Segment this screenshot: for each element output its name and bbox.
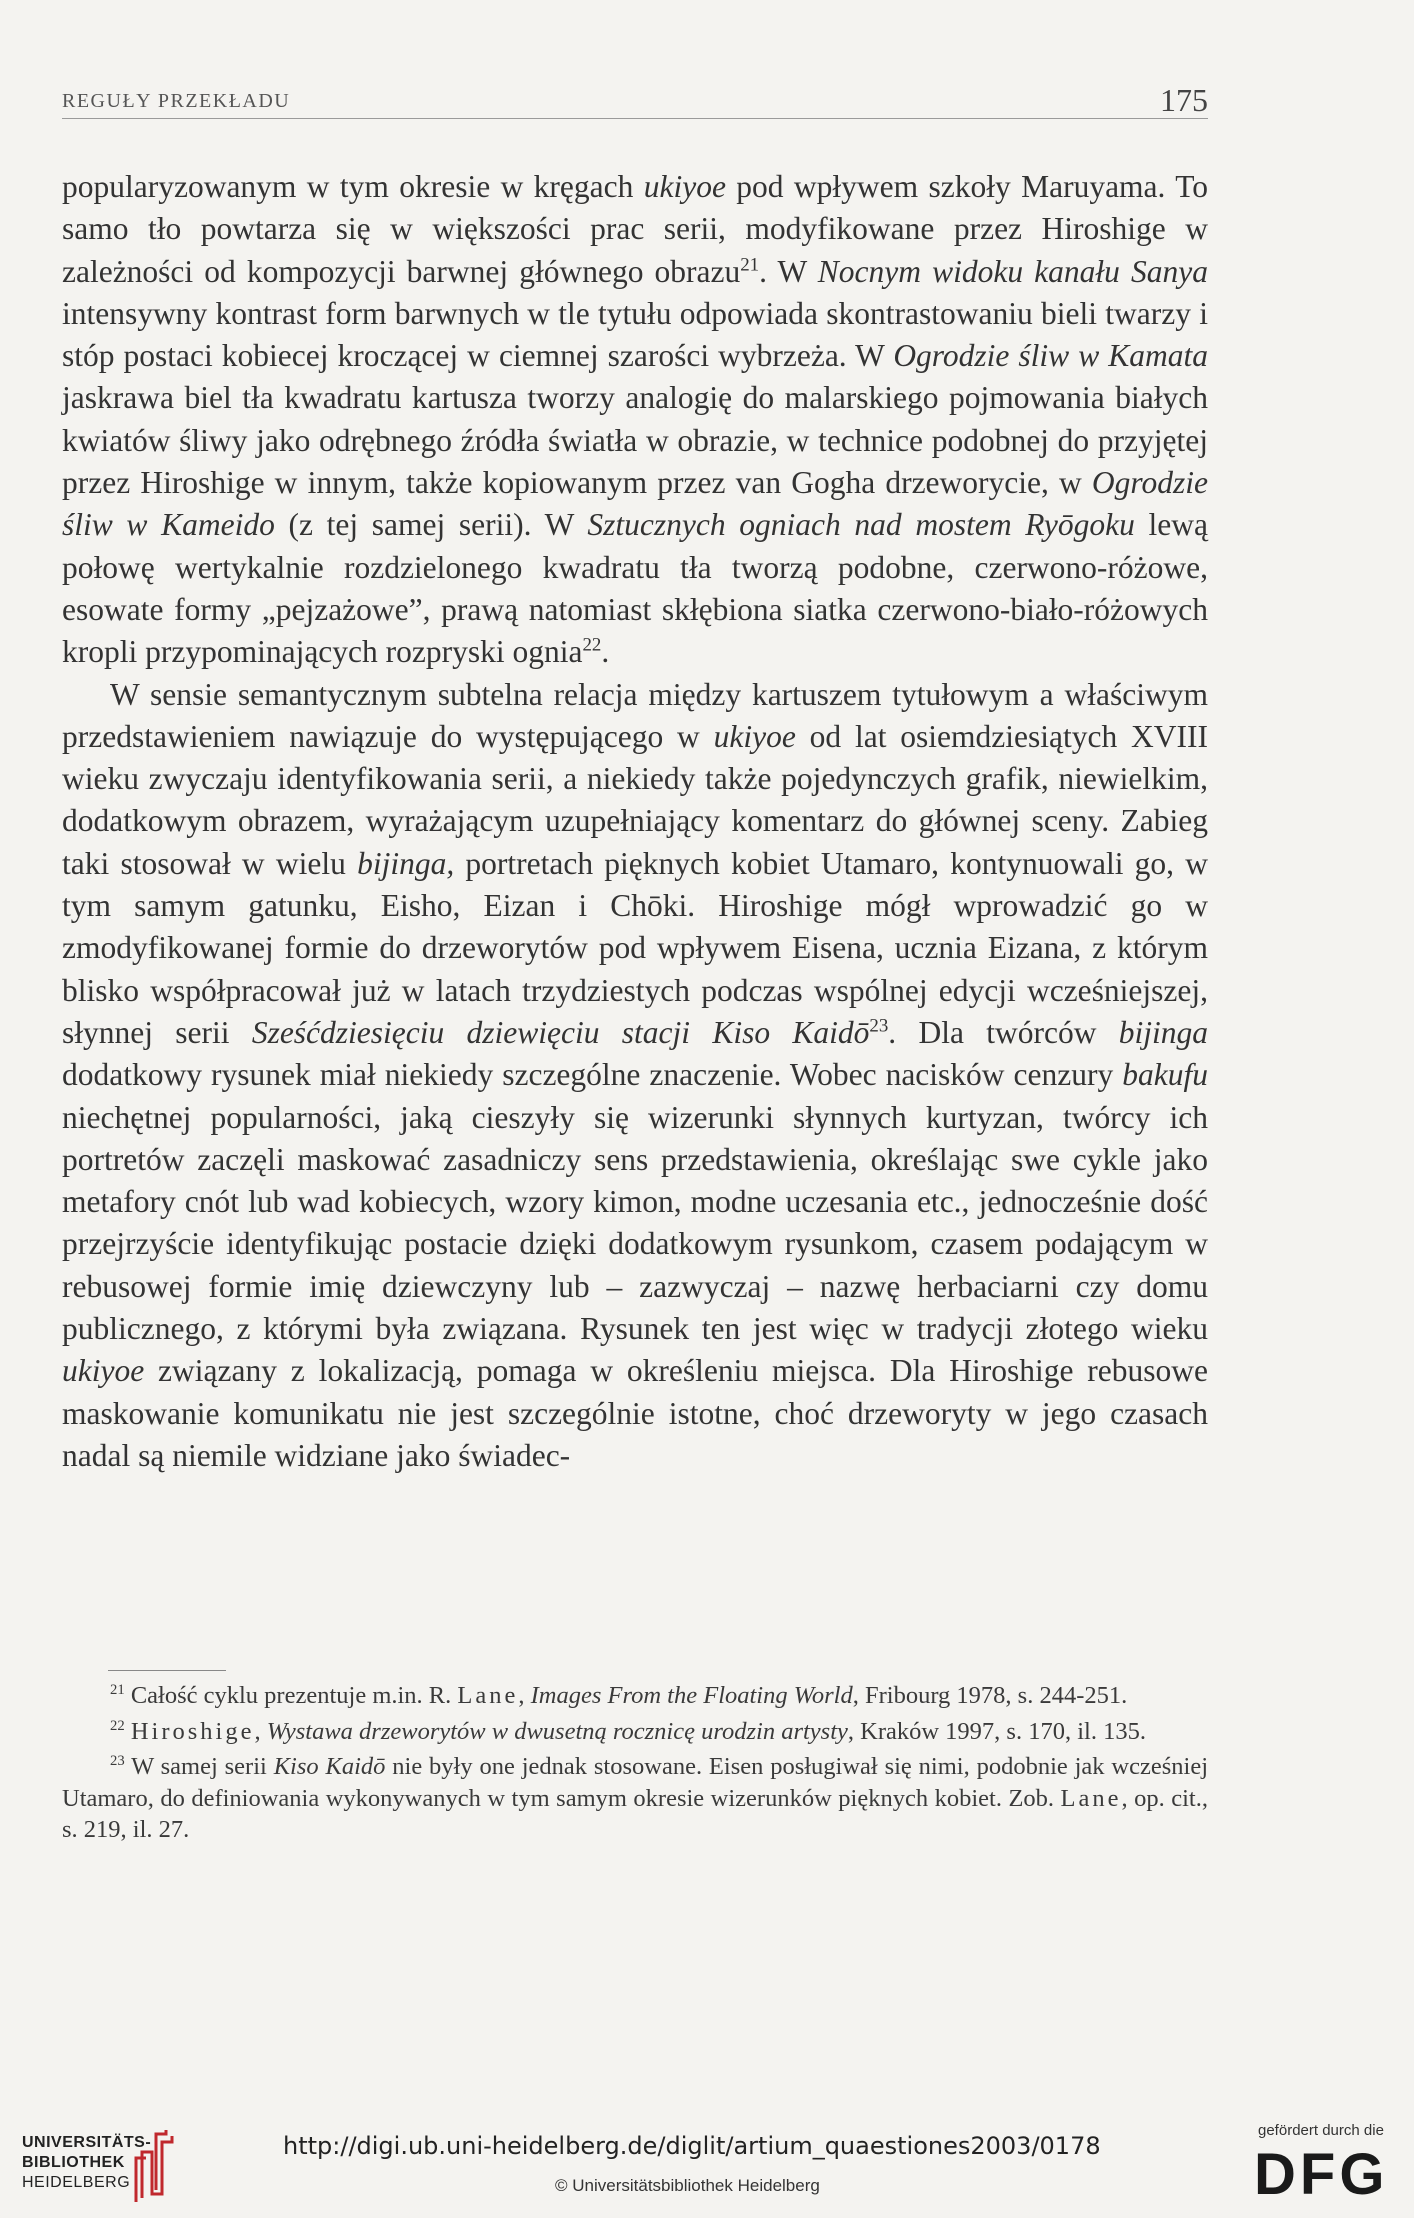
text-run: . Dla twórców: [888, 1014, 1119, 1050]
text-run: ,: [518, 1682, 531, 1709]
italic-title: Sześćdziesięciu dziewięciu stacji Kiso Kaidō: [251, 1014, 870, 1050]
text-run: , Kraków 1997, s. 170, il. 135.: [847, 1717, 1146, 1745]
footnote-number: 21: [110, 1681, 125, 1698]
italic-title: Ogrodzie śliw w Kamata: [893, 338, 1209, 374]
text-run: . W: [759, 253, 818, 289]
paragraph-1: [62, 166, 1208, 674]
text-run: dodatkowy rysunek miał niekiedy szczególne znaczenie. Wobec nacisków cenzury: [62, 1057, 1123, 1093]
series-title: Kiso Kaidō: [273, 1753, 386, 1780]
footnote-divider: [108, 1670, 226, 1671]
text-run: od lat osiemdziesiątych XVIII wieku zwyczaju identyfikowania serii, a niekiedy także pojedynczych grafik, niewielkim, dodatkowym obrazem, wyrażającym uzupełniający komentarz do głównej sceny. Zabieg taki stosował w wielu: [62, 718, 1208, 881]
text-run: W sensie semantycznym subtelna relacja między kartuszem tytułowym a właściwym przedstawieniem nawiązuje do występującego w: [62, 676, 1208, 754]
book-title: Images From the Floating World: [530, 1682, 853, 1709]
ub-mark-icon: [132, 2128, 180, 2204]
text-run: intensywny kontrast form barwnych w tle tytułu odpowiada skontrastowaniu bieli twarzy i stóp postaci kobiecej kroczącej w ciemnej szarości wybrzeża. W: [62, 295, 1208, 374]
text-run: ,: [254, 1717, 267, 1745]
text-run: , op. cit., s. 219, il. 27.: [62, 1784, 1208, 1843]
footnote-23: [62, 1751, 1208, 1846]
italic-term: bakufu: [1122, 1057, 1208, 1093]
text-run: lewą połowę wertykalnie rozdzielonego kwadratu tła tworzą podobne, czerwono-różowe, esowate formy „pejzażowe”, prawą natomiast skłębiona siatka czerwono-biało-różowych kropli przypominających rozpryski ognia: [62, 507, 1208, 670]
logo-text: HEIDELBERG: [22, 2174, 131, 2191]
logo-text: UNIVERSITÄTS-: [22, 2134, 152, 2151]
text-run: związany z lokalizacją, pomaga w określeniu miejsca. Dla Hiroshige rebusowe maskowanie komunikatu nie jest szczególnie istotne, choć drzeworyty w jego czasach nadal są niemile widziane jako świadec-: [62, 1353, 1208, 1473]
author-name: Lane: [457, 1682, 519, 1709]
dfg-logo[interactable]: DFG: [1254, 2142, 1389, 2207]
italic-title: Sztucznych ogniach nad mostem Ryōgoku: [587, 507, 1135, 543]
text-run: jaskrawa biel tła kwadratu kartusza tworzy analogię do malarskiego pojmowania białych kwiatów śliwy jako odrębnego źródła światła w obrazie, w technice podobnej do przyjętej przez Hiroshige w innym, także kopiowanym przez van Gogha drzeworycie, w: [62, 380, 1208, 501]
author-name: Hiroshige: [130, 1717, 255, 1745]
text-run: popularyzowanym w tym okresie w kręgach: [62, 169, 644, 204]
page-number: 175: [1160, 82, 1208, 118]
text-run: , Fribourg 1978, s. 244-251.: [852, 1682, 1128, 1709]
author-name: Lane: [1060, 1784, 1122, 1812]
footnotes: [62, 1680, 1208, 1850]
footnote-number: 22: [110, 1717, 125, 1734]
book-title: Wystawa drzeworytów w dwusetną rocznicę urodzin artysty: [266, 1717, 848, 1745]
italic-term: ukiyoe: [713, 718, 796, 754]
digitization-footer: [0, 2108, 1414, 2218]
running-title: REGUŁY PRZEKŁADU: [62, 90, 291, 112]
paragraph-2: [62, 674, 1208, 1478]
sponsor-label: gefördert durch die: [1258, 2122, 1384, 2139]
italic-term: bijinga: [1118, 1014, 1208, 1050]
text-run: W samej serii: [124, 1753, 274, 1780]
footnote-21: [62, 1680, 1208, 1712]
logo-text: BIBLIOTHEK: [22, 2154, 125, 2171]
text-run: portretach pięknych kobiet Utamaro, kontynuowali go, w tym samym gatunku, Eisho, Eizan i Chōki. Hiroshige mógł wprowadzić go w zmodyfikowanej formie do drzeworytów pod wpływem Eisena, ucznia Eizana, z którym blisko współpracował już w latach trzydziestych podczas wspólnej edycji wcześniejszej, słynnej serii: [62, 845, 1208, 1050]
italic-title: Nocnym widoku kanału Sanya: [817, 253, 1208, 289]
text-run: Całość cyklu prezentuje m.in. R.: [124, 1682, 458, 1709]
running-header: [62, 84, 1208, 119]
copyright-notice: © Universitätsbibliothek Heidelberg: [555, 2176, 820, 2195]
source-url-link[interactable]: http://digi.ub.uni-heidelberg.de/diglit/artium_quaestiones2003/0178: [283, 2132, 1101, 2160]
text-run: nie były one jednak stosowane. Eisen posługiwał się nimi, podobnie jak wcześniej Utamaro, do definiowania wykonywanych w tym samym okresie wizerunków pięknych kobiet. Zob.: [62, 1753, 1208, 1812]
italic-title: Ogrodzie śliw w Kameido: [62, 465, 1208, 543]
footnote-22: [62, 1716, 1208, 1748]
text-run: niechętnej popularności, jaką cieszyły się wizerunki słynnych kurtyzan, twórcy ich portretów zaczęli maskować zasadniczy sens przedstawienia, określając swe cykle jako metafory cnót lub wad kobiecych, wzory kimon, modne uczesania etc., jednocześnie dość przejrzyście identyfikując postacie dzięki dodatkowym rysunkom, czasem podającym w rebusowej formie imię dziewczyny lub – zazwyczaj – nazwę herbaciarni czy domu publicznego, z którymi była związana. Rysunek ten jest więc w tradycji złotego wieku: [62, 1099, 1208, 1347]
footnote-number: 23: [110, 1752, 125, 1769]
footnote-ref-22[interactable]: 22: [582, 634, 602, 656]
footnote-ref-23[interactable]: 23: [869, 1015, 889, 1037]
italic-term: ukiyoe: [643, 169, 726, 204]
text-run: (z tej samej serii). W: [274, 507, 588, 543]
italic-term: ukiyoe: [62, 1353, 145, 1389]
italic-term: bijinga,: [357, 845, 455, 881]
text-run: .: [601, 634, 610, 670]
main-text: [62, 166, 1208, 1477]
text-run: pod wpływem szkoły Maruyama. To samo tło powtarza się w większości prac serii, modyfikowane przez Hiroshige w zależności od kompozycji barwnej głównego obrazu: [62, 169, 1208, 289]
footnote-ref-21[interactable]: 21: [740, 254, 760, 276]
